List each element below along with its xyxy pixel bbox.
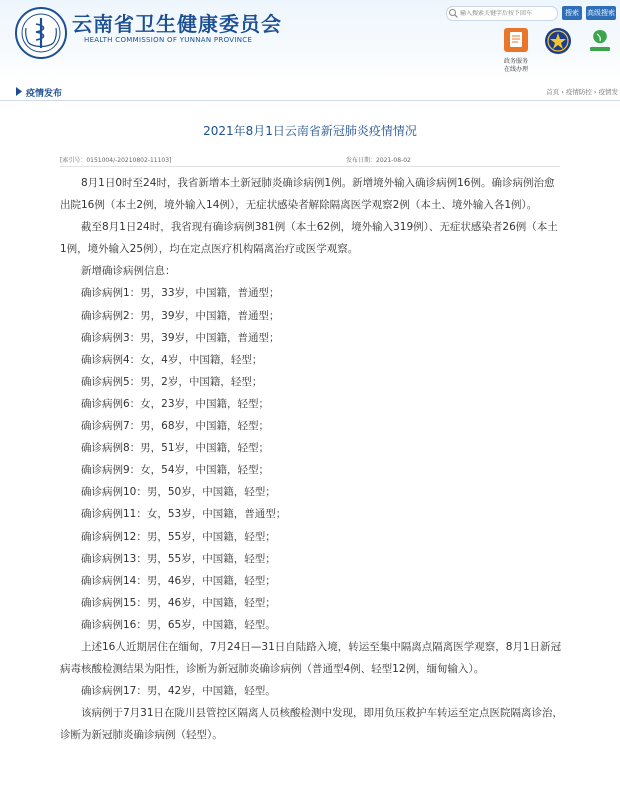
article-meta bbox=[60, 154, 560, 167]
article-paragraph: 确诊病例14：男，46岁，中国籍，轻型； bbox=[81, 574, 276, 587]
article-title: 2021年8月1日云南省新冠肺炎疫情情况 bbox=[203, 124, 417, 138]
article-paragraph: 确诊病例17：男，42岁，中国籍，轻型。 bbox=[81, 685, 276, 698]
article-paragraph: 上述16人近期居住在缅甸，7月24日—31日自陆路入境，转运至集中隔离点隔离医学观察，8月1日新冠病毒核酸检测结果为阳性，诊断为新冠肺炎确诊病例（普通型4例、轻型12例，缅甸输入）。 bbox=[60, 640, 562, 676]
quick-link-yunnan-health[interactable] bbox=[584, 26, 616, 60]
article-paragraph: 确诊病例7：男，68岁，中国籍，轻型； bbox=[81, 420, 270, 433]
article-paragraph: 确诊病例10：男，50岁，中国籍，轻型； bbox=[81, 486, 276, 499]
yunnan-health-logo-icon bbox=[585, 26, 615, 56]
triangle-right-icon bbox=[16, 87, 22, 96]
article-paragraph: 确诊病例16：男，65岁，中国籍，轻型。 bbox=[81, 618, 276, 631]
site-title: 云南省卫生健康委员会 bbox=[72, 12, 282, 36]
article-paragraph: 确诊病例2：男，39岁，中国籍，普通型； bbox=[81, 309, 280, 322]
breadcrumb-epidemic-release[interactable]: 疫情发 bbox=[598, 88, 618, 96]
health-commission-emblem-icon[interactable] bbox=[14, 6, 68, 60]
document-service-icon bbox=[502, 26, 530, 54]
emblem-badge-icon bbox=[543, 26, 573, 56]
site-subtitle: HEALTH COMMISSION OF YUNNAN PROVINCE bbox=[84, 36, 253, 44]
article-paragraph: 确诊病例3：男，39岁，中国籍，普通型； bbox=[81, 331, 280, 344]
article-body bbox=[60, 172, 564, 746]
search-icon bbox=[447, 7, 460, 20]
breadcrumb-home[interactable]: 首页 bbox=[546, 88, 560, 96]
section-title: 疫情发布 bbox=[26, 89, 63, 99]
advanced-search-button[interactable]: 高级搜索 bbox=[586, 6, 616, 20]
breadcrumb-separator: › bbox=[561, 88, 564, 96]
breadcrumb bbox=[546, 87, 618, 96]
article-paragraph: 确诊病例13：男，55岁，中国籍，轻型； bbox=[81, 552, 276, 565]
article-paragraph: 确诊病例12：男，55岁，中国籍，轻型； bbox=[81, 530, 276, 543]
article-paragraph: 确诊病例15：男，46岁，中国籍，轻型； bbox=[81, 596, 276, 609]
index-number: [索引号：0151004/-20210802-11103] bbox=[60, 157, 172, 164]
search-input[interactable] bbox=[460, 10, 554, 17]
article-paragraph: 确诊病例5：男，2岁，中国籍，轻型； bbox=[81, 375, 263, 388]
quick-links bbox=[498, 26, 620, 80]
quick-link-gov-service[interactable] bbox=[500, 26, 532, 74]
breadcrumb-separator: › bbox=[593, 88, 597, 96]
article-paragraph: 确诊病例4：女，4岁，中国籍，轻型； bbox=[81, 353, 263, 366]
quick-link-label-2: 在线办理 bbox=[503, 66, 528, 73]
article-paragraph: 确诊病例6：女，23岁，中国籍，轻型； bbox=[81, 397, 270, 410]
article-paragraph: 确诊病例11：女，53岁，中国籍，普通型； bbox=[81, 508, 287, 521]
section-navbar bbox=[0, 84, 620, 101]
publish-date: 发布日期：2021-08-02 bbox=[346, 157, 411, 164]
search-button[interactable]: 搜索 bbox=[562, 6, 582, 20]
article-paragraph: 新增确诊病例信息： bbox=[81, 265, 176, 278]
article-paragraph: 确诊病例9：女，54岁，中国籍，轻型； bbox=[81, 464, 270, 477]
breadcrumb-epidemic-control[interactable]: 疫情防控 bbox=[565, 88, 592, 96]
quick-link-badge[interactable] bbox=[542, 26, 574, 60]
article-paragraph: 截至8月1日24时，我省现有确诊病例381例（本土62例，境外输入319例）、无症状感染者26例（本土1例，境外输入25例），均在定点医疗机构隔离治疗或医学观察。 bbox=[60, 221, 558, 256]
quick-link-label-1: 政务服务 bbox=[503, 58, 528, 65]
search-box bbox=[446, 6, 558, 21]
article-paragraph: 确诊病例8：男，51岁，中国籍，轻型； bbox=[81, 442, 270, 455]
article-paragraph: 该病例于7月31日在陇川县管控区隔离人员核酸检测中发现，即用负压救护车转运至定点医院隔离诊治，诊断为新冠肺炎确诊病例（轻型）。 bbox=[60, 707, 564, 742]
article-paragraph: 确诊病例1：男，33岁，中国籍，普通型； bbox=[81, 287, 280, 300]
article-paragraph: 8月1日0时至24时，我省新增本土新冠肺炎确诊病例1例。新增境外输入确诊病例16例。确诊病例治愈出院16例（本土2例，境外输入14例），无症状感染者解除隔离医学观察2例（本土、境外输入各1例）。 bbox=[60, 177, 555, 212]
site-header bbox=[0, 0, 620, 80]
